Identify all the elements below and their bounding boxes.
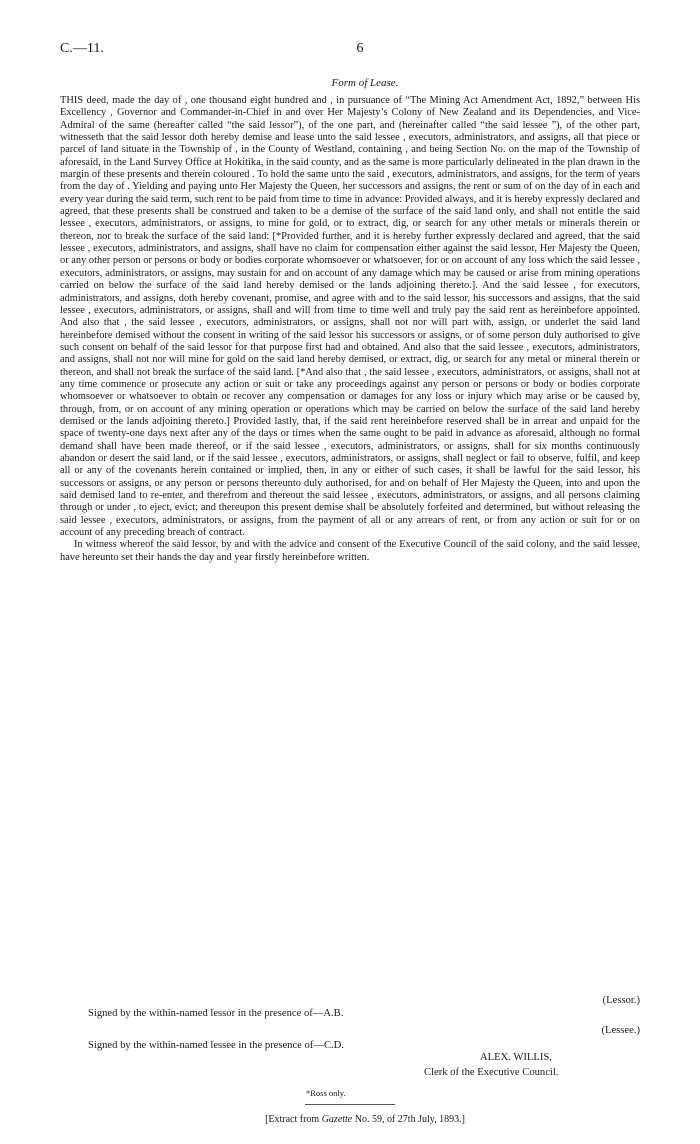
- clerk-name: ALEX. WILLIS,: [480, 1052, 552, 1063]
- lease-body: [60, 95, 640, 564]
- page-number: 6: [356, 41, 364, 56]
- lease-paragraph: THIS deed, made the day of , one thousand eight hundred and , in pursuance of “The Mining Act Amendment Act, 1892,” between His Excellency , Governor and Commander-in-Chief in and over Her Majesty’s Colony of New Zealand and its Dependencies, and Vice-Admiral of the same (hereafter called “the said lessor”), of the one part, and (hereinafter called “the said lessee ”), of the other part, witnesseth that the said lessor doth hereby demise and lease unto the said lessee , executors, administrators, and assigns, all that piece or parcel of land situate in the Township of , in the County of Westland, containing , and being Section No. on the map of the Township of aforesaid, in the Land Survey Office at Hokitika, in the said county, and as the same is more particularly delineated in the plan drawn in the margin of these presents and therein coloured . To hold the same unto the said , executors, administrators, and assigns, for the term of years from the day of . Yielding and paying unto Her Majesty the Queen, her successors and assigns, the rent or sum of on the day of in each and every year during the said term, such rent to be paid from time to time in advance: Provided always, and it is hereby expressly declared and agreed, that these presents shall be construed and taken to be a demise of the surface of the said land only, and shall not entitle the said lessee , executors, administrators, or assigns, to mine for gold, or to extract, dig, or search for any other metals or minerals therein or thereon, nor to break the surface of the said land: [*Provided further, and it is hereby further expressly declared and agreed, that the said lessee , executors, administrators, and assigns, shall have no claim for compensation either against the said lessor, Her Majesty the Queen, or any other person or persons or body or bodies corporate whomsoever or whatsoever, for or on account of any loss which the said lessee , executors, administrators, or assigns, may sustain for and on account of any damage which may be caused or arise from mining operations carried on below the surface of the said land hereby demised or the lands adjoining thereto.]. And the said lessee , for executors, administrators, and assigns, doth hereby covenant, promise, and agree with and to the said lessor, his successors and assigns, that the said lessee , executors, administrators, or assigns, shall and will from time to time well and truly pay the said rent as hereinbefore appointed. And also that , the said lessee , executors, administrators, or assigns, shall not nor will part with, assign, or underlet the said land hereinbefore demised without the consent in writing of the said lessor his successors or assigns, or of some person duly authorised to give such consent on behalf of the said lessor for that purpose first had and obtained. And also that the said lessee , executors, administrators, and assigns, shall not nor will mine for gold on the said land hereby demised, or extract, dig, or search for any metal or mineral therein or thereon, and shall not break the surface of the said land. [*And also that , the said lessee , executors, administrators, or assigns, shall not at any time commence or prosecute any action or suit or take any proceedings against any person or persons or body or bodies corporate whomsoever or whatsoever to obtain or recover any compensation or damages for any loss or injury which may arise or be caused by, through, from, or on account of any mining operation or operations which may be carried on below the surface of the said land hereby demised or the lands adjoining thereto.] Provided lastly, that, if the said rent hereinbefore reserved shall be in arrear and unpaid for the space of twenty-one days next after any of the days or times when the same ought to be paid in advance as aforesaid, although no formal demand shall have been made thereof, or if the said lessee , executors, administrators, or assigns, shall for six months continuously abandon or desert the said land, or if the said lessee , executors, administrators, or assigns, shall neglect or fail to observe, fulfil, and keep all or any of the covenants herein contained or implied, then, in any or either of such cases, it shall be lawful for the said lessor, his successors or assigns, or any person or persons thereunto duly authorised, for and on behalf of Her Majesty the Queen, into and upon the said demised land to re-enter, and therefrom and thereout the said lessee , executors, administrators, or assigns, and all persons claiming through or under , to eject, evict; and thereupon this present demise shall be absolutely forfeited and determined, but without releasing the said lessee , executors, administrators, or assigns, from the payment of all or any arrears of rent, or from any action or suit for or on account of any preceding breach of contract.: [60, 95, 640, 539]
- lessor-signed-line: Signed by the within-named lessor in the presence of—A.B.: [88, 1008, 344, 1019]
- extract-suffix: No. 59, of 27th July, 1893.]: [352, 1114, 465, 1125]
- witness-paragraph: In witness whereof the said lessor, by and with the advice and consent of the Executive Council of the said colony, and the said lessee, have hereunto set their hands the day and year firstly hereinbefore written.: [60, 539, 640, 563]
- lessee-label: (Lessee.): [601, 1025, 640, 1036]
- lessor-label: (Lessor.): [602, 995, 640, 1006]
- extract-gazette: Gazette: [321, 1114, 353, 1125]
- extract-prefix: [Extract from: [265, 1114, 322, 1125]
- clerk-title: Clerk of the Executive Council.: [424, 1067, 559, 1078]
- section-divider: [305, 1104, 395, 1105]
- document-code: C.—11.: [60, 41, 104, 56]
- form-title: Form of Lease.: [331, 77, 399, 89]
- lessee-signed-line: Signed by the within-named lessee in the presence of—C.D.: [88, 1040, 344, 1051]
- footnote: *Ross only.: [306, 1088, 346, 1098]
- gazette-extract-heading: [0, 1114, 700, 1125]
